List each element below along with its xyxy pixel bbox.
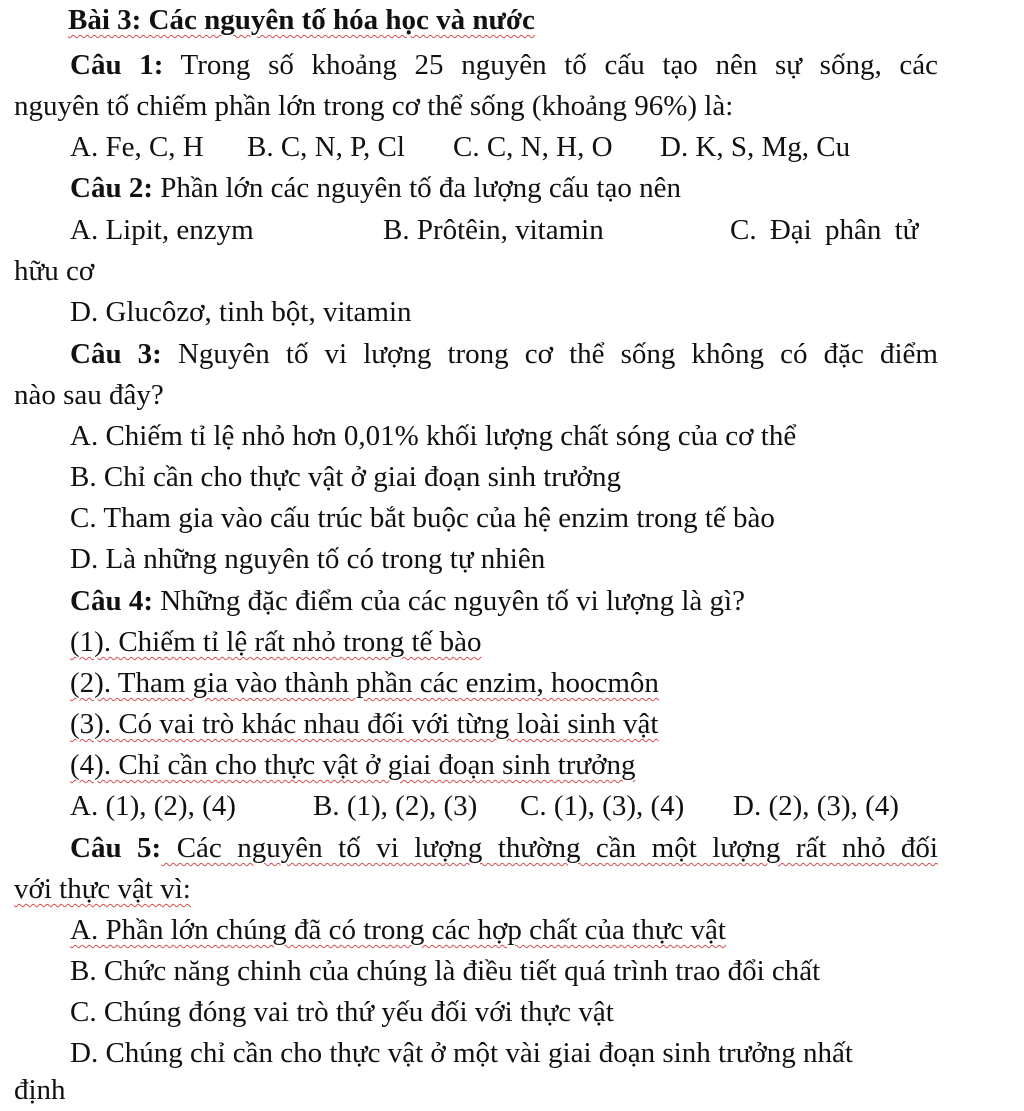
q3-option-b-text: B. Chỉ cần cho thực vật ở giai đoạn sinh trưởng <box>70 461 621 493</box>
q3-stem-line2 <box>0 377 1024 413</box>
q3-stem-line1 <box>0 336 1024 372</box>
title-text: Bài 3: Các nguyên tố hóa học và nước <box>68 4 535 36</box>
q4-statement-4 <box>0 747 1024 783</box>
q4-statement-1 <box>0 624 1024 660</box>
q2-stem-line1 <box>0 170 1024 206</box>
q3-option-b <box>0 459 1024 495</box>
q1-option-d: D. K, S, Mg, Cu <box>660 131 851 163</box>
q4-option-b: B. (1), (2), (3) <box>313 790 478 822</box>
q2-option-a: A. Lipit, enzym <box>70 214 254 246</box>
q4-option-a: A. (1), (2), (4) <box>70 790 236 822</box>
q4-statement-2 <box>0 665 1024 701</box>
q5-label: Câu 5: <box>70 832 162 864</box>
q4-statement-3 <box>0 706 1024 742</box>
q4-statement-4-text: (4). Chỉ cần cho thực vật ở giai đoạn sinh trưởng <box>70 749 636 781</box>
q4-statement-2-text: (2). Tham gia vào thành phần các enzim, hoocmôn <box>70 667 659 699</box>
q3-label: Câu 3: <box>70 338 162 370</box>
q4-statement-3-text: (3). Có vai trò khác nhau đối với từng loài sinh vật <box>70 708 659 740</box>
q5-option-d-text: D. Chúng chỉ cần cho thực vật ở một vài giai đoạn sinh trưởng nhất <box>70 1037 853 1069</box>
q5-option-c <box>0 994 1024 1030</box>
q5-option-b-text: B. Chức năng chinh của chúng là điều tiết quá trình trao đổi chất <box>70 955 821 987</box>
q2-option-c: C. Đại phân tử <box>730 214 919 246</box>
q1-option-b: B. C, N, P, Cl <box>247 131 405 163</box>
q5-stem-line2 <box>0 871 1024 907</box>
q2-option-b: B. Prôtêin, vitamin <box>383 214 604 246</box>
q1-label: Câu 1: <box>70 49 164 81</box>
page-title <box>0 2 1024 38</box>
q1-stem-line2 <box>0 88 1024 124</box>
q3-stem-text2: nào sau đây? <box>14 379 164 411</box>
q1-stem-text1: Trong số khoảng 25 nguyên tố cấu tạo nên sự sống, các <box>163 49 938 81</box>
q5-stem-text1: Các nguyên tố vi lượng thường cần một lượng rất nhỏ đối <box>161 832 938 864</box>
q3-stem-text1: Nguyên tố vi lượng trong cơ thể sống không có đặc điểm <box>161 338 938 370</box>
q5-option-d-cont <box>0 1072 1024 1108</box>
q3-option-a-text: A. Chiếm tỉ lệ nhỏ hơn 0,01% khối lượng chất sóng của cơ thể <box>70 420 797 452</box>
q1-option-a: A. Fe, C, H <box>70 131 204 163</box>
q5-option-a-text: A. Phần lớn chúng đã có trong các hợp chất của thực vật <box>70 914 726 946</box>
q5-option-c-text: C. Chúng đóng vai trò thứ yếu đối với thực vật <box>70 996 614 1028</box>
q4-stem-line1 <box>0 583 1024 619</box>
q3-option-d-text: D. Là những nguyên tố có trong tự nhiên <box>70 543 546 575</box>
q3-option-d <box>0 541 1024 577</box>
q5-option-b <box>0 953 1024 989</box>
q5-stem-line1 <box>0 830 1024 866</box>
q5-option-d-text2: định <box>14 1074 66 1106</box>
q5-option-a <box>0 912 1024 948</box>
q2-option-c-text2: hữu cơ <box>14 255 95 287</box>
q1-stem-text2: nguyên tố chiếm phần lớn trong cơ thể sống (khoảng 96%) là: <box>14 90 734 122</box>
q4-statement-1-text: (1). Chiếm tỉ lệ rất nhỏ trong tế bào <box>70 626 482 658</box>
q4-option-c: C. (1), (3), (4) <box>520 790 685 822</box>
q2-option-c-cont <box>0 253 1024 289</box>
q5-option-d <box>0 1035 1024 1071</box>
q4-label: Câu 4: <box>70 585 153 617</box>
q3-option-c <box>0 500 1024 536</box>
q1-option-c: C. C, N, H, O <box>453 131 613 163</box>
q2-option-d <box>0 294 1024 330</box>
q2-label: Câu 2: <box>70 172 153 204</box>
q5-stem-text2: với thực vật vì: <box>14 873 191 905</box>
q2-option-d-text: D. Glucôzơ, tinh bột, vitamin <box>70 296 412 328</box>
q3-option-a <box>0 418 1024 454</box>
q2-stem-text1: Phần lớn các nguyên tố đa lượng cấu tạo nên <box>152 172 681 204</box>
q3-option-c-text: C. Tham gia vào cấu trúc bắt buộc của hệ enzim trong tế bào <box>70 502 775 534</box>
q1-stem-line1 <box>0 47 1024 83</box>
q4-stem-text1: Những đặc điểm của các nguyên tố vi lượng là gì? <box>152 585 745 617</box>
q4-option-d: D. (2), (3), (4) <box>733 790 899 822</box>
